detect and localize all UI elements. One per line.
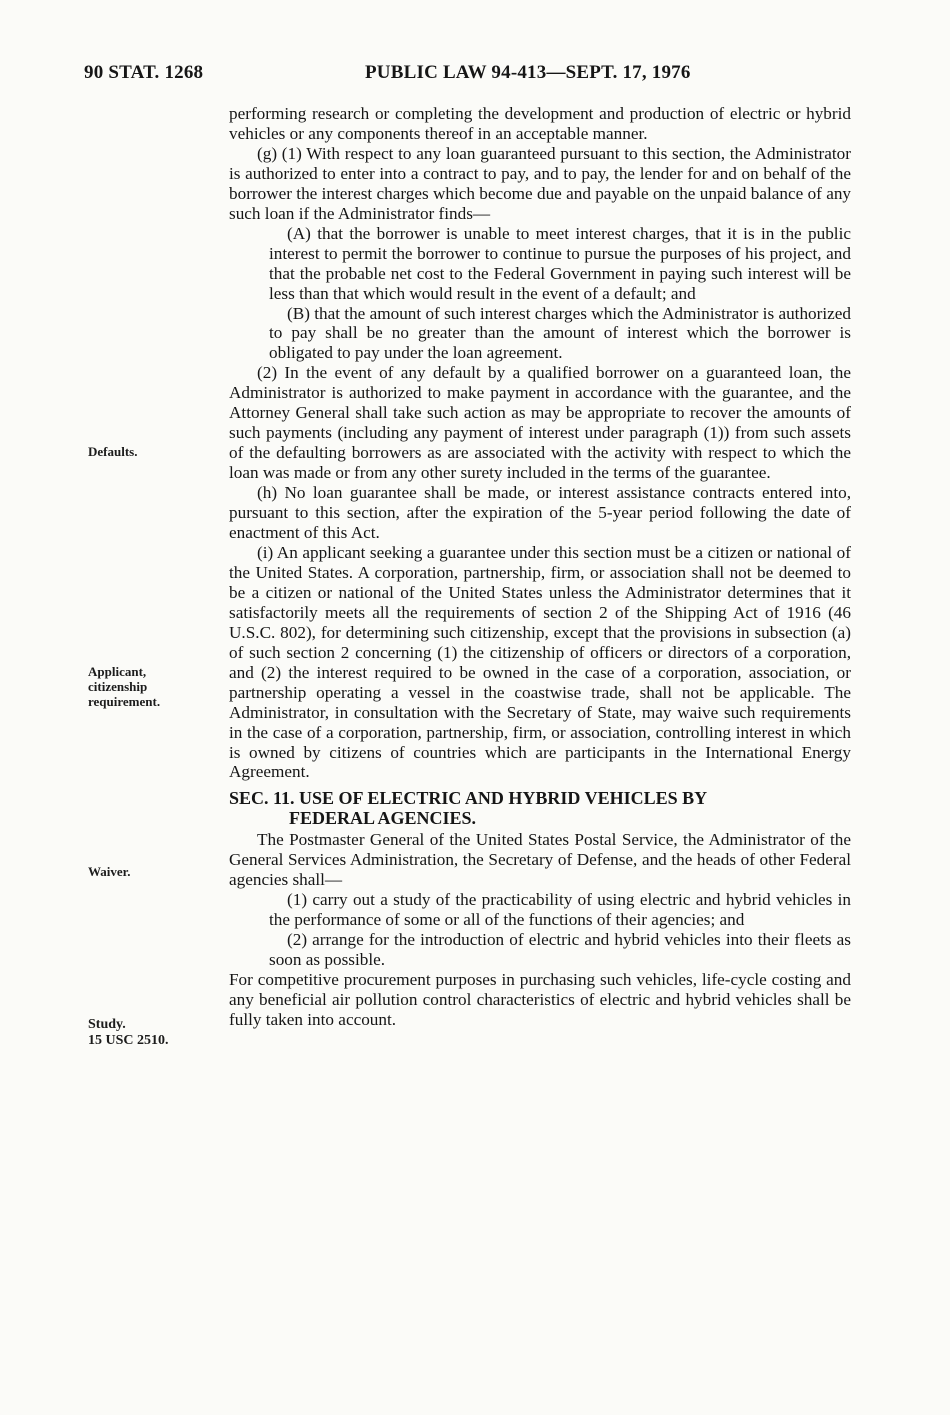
page-reference: 90 STAT. 1268 [84, 62, 204, 83]
margin-note-waiver: Waiver. [88, 864, 131, 879]
paragraph-g1-b: (B) that the amount of such interest charges which the Administrator is authorized to pay shall be no greater than the amount of interest which the borrower is obligated to pay under the loan agreement. [269, 303, 851, 363]
running-title: PUBLIC LAW 94-413—SEPT. 17, 1976 [365, 62, 691, 83]
section-heading [229, 788, 851, 828]
paragraph-continuation: performing research or completing the development and production of electric or hybrid vehicles or any components thereof in an acceptable manner. [229, 104, 851, 143]
margin-note-study-line1: Study. [88, 1017, 126, 1032]
paragraph-sec11-1: (1) carry out a study of the practicability of using electric and hybrid vehicles in the performance of some or all of the functions of their agencies; and [269, 890, 851, 930]
margin-note-applicant-line3: requirement. [88, 694, 161, 709]
section-heading-line1: SEC. 11. USE OF ELECTRIC AND HYBRID VEHICLES BY [229, 788, 708, 809]
margin-note-study [88, 1017, 169, 1049]
paragraph-h: (h) No loan guarantee shall be made, or interest assistance contracts entered into, pursuant to this section, after the expiration of the 5-year period following the date of enactment of this Act. [229, 483, 851, 543]
paragraph-g1-a: (A) that the borrower is unable to meet interest charges, that it is in the public interest to permit the borrower to continue to pursue the purposes of his project, and that the probable net cost to the Federal Government in paying such interest will be less than that which would result in the event of a default; and [269, 223, 851, 303]
section-heading-line2: FEDERAL AGENCIES. [289, 808, 477, 829]
margin-note-applicant-line1: Applicant, [88, 664, 147, 679]
body-text [229, 104, 851, 1030]
margin-note-applicant-line2: citizenship [88, 679, 148, 694]
margin-note-applicant [88, 664, 160, 709]
paragraph-g2: (2) In the event of any default by a qualified borrower on a guaranteed loan, the Administrator is authorized to make payment in accordance with the guarantee, and the Attorney General shall take such action as may be appropriate to recover the amounts of such payments (including any payment of interest under paragraph (1)) from such assets of the defaulting borrowers as are associated with the activity with respect to which the loan was made or from any other surety included in the terms of the guarantee. [229, 363, 851, 483]
paragraph-sec11-intro: The Postmaster General of the United States Postal Service, the Administrator of the General Services Administration, the Secretary of Defense, and the heads of other Federal agencies shall— [229, 830, 851, 890]
paragraph-sec11-2: (2) arrange for the introduction of electric and hybrid vehicles into their fleets as soon as possible. [269, 930, 851, 970]
paragraph-i: (i) An applicant seeking a guarantee under this section must be a citizen or national of the United States. A corporation, partnership, firm, or association shall not be deemed to be a citizen or national of the United States unless the Administrator determines that it satisfactorily meets all the requirements of section 2 of the Shipping Act of 1916 (46 U.S.C. 802), for determining such citizenship, except that the provisions in subsection (a) of such section 2 concerning (1) the citizenship of officers or directors of a corporation, and (2) the interest required to be owned in the case of a corporation, association, or partnership operating a vessel in the coastwise trade, shall not be applicable. The Administrator, in consultation with the Secretary of State, may waive such requirements in the case of a corporation, partnership, firm, or association, controlling interest in which is owned by citizens of countries which are participants in the International Energy Agreement. [229, 542, 851, 782]
margin-note-defaults: Defaults. [88, 444, 138, 459]
margin-note-study-line2: 15 USC 2510. [88, 1033, 169, 1048]
paragraph-g1: (g) (1) With respect to any loan guaranteed pursuant to this section, the Administrator is authorized to enter into a contract to pay, and to pay, the lender for and on behalf of the borrower the interest charges which become due and payable on the unpaid balance of any such loan if the Administrator finds— [229, 143, 852, 223]
paragraph-sec11-closing: For competitive procurement purposes in purchasing such vehicles, life-cycle costing and any beneficial air pollution control characteristics of electric and hybrid vehicles shall be fully taken into account. [229, 970, 851, 1029]
